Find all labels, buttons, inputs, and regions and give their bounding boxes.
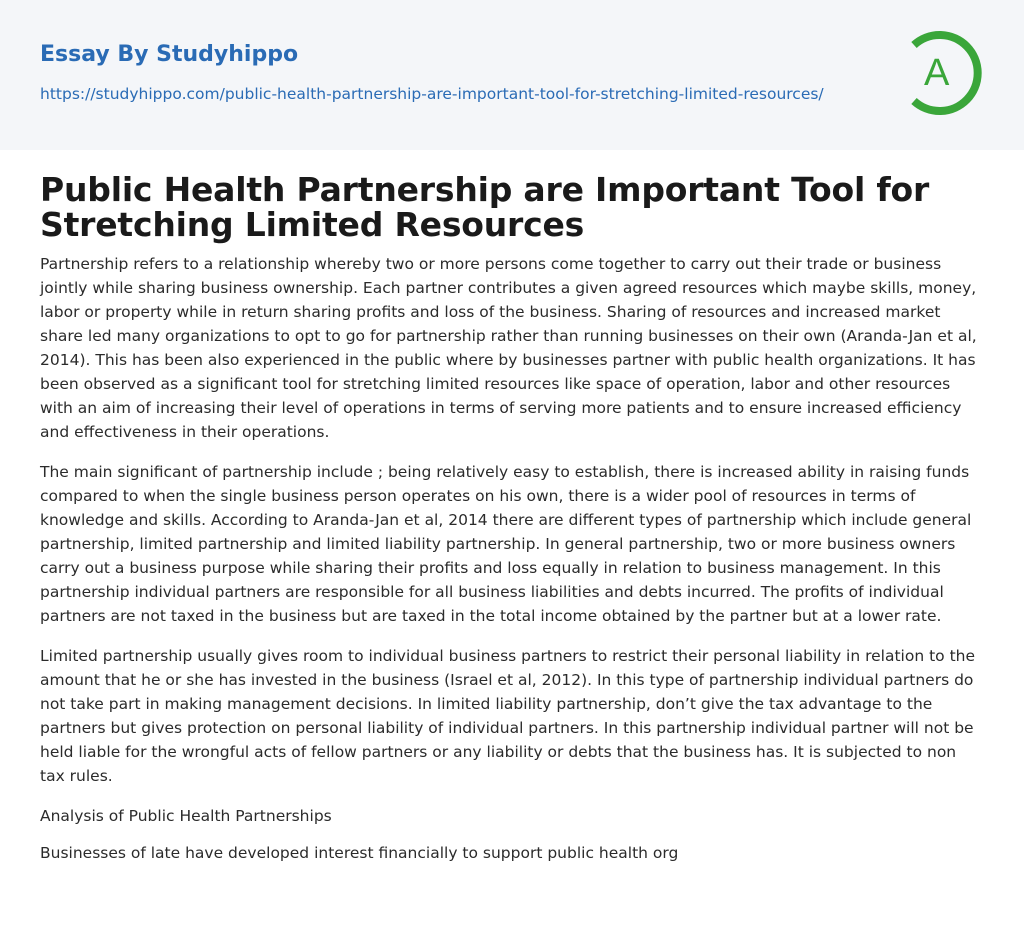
- logo-letter: A: [924, 52, 950, 94]
- article-paragraph: Partnership refers to a relationship whereby two or more persons come together to carry out their trade or business jointly while sharing business ownership. Each partner contributes a given agreed resources which maybe skills, money, labor or property while in return sharing profits and loss of the business. Sharing of resources and increased market share led many organizations to opt to go for partnership rather than running businesses on their own (Aranda-Jan et al, 2014). This has been also experienced in the public where by businesses partner with public health organizations. It has been observed as a significant tool for stretching limited resources like space of operation, labor and other resources with an aim of increasing their level of operations in terms of serving more patients and to ensure increased efficiency and effectiveness in their operations.: [40, 255, 977, 441]
- brand-title[interactable]: Essay By Studyhippo: [40, 42, 299, 67]
- article-title: Public Health Partnership are Important Tool for Stretching Limited Resources: [40, 170, 930, 244]
- page-header: [0, 0, 1024, 150]
- article-paragraph: The main significant of partnership include ; being relatively easy to establish, there is increased ability in raising funds compared to when the single business person operates on his own, there is a wider pool of resources in terms of knowledge and skills. According to Aranda-Jan et al, 2014 there are different types of partnership which include general partnership, limited partnership and limited liability partnership. In general partnership, two or more business owners carry out a business purpose while sharing their profits and loss equally in relation to business management. In this partnership individual partners are responsible for all business liabilities and debts incurred. The profits of individual partners are not taxed in the business but are taxed in the total income obtained by the partner but at a lower rate.: [40, 463, 972, 625]
- section-heading: Analysis of Public Health Partnerships: [40, 807, 332, 825]
- source-url-link[interactable]: https://studyhippo.com/public-health-partnership-are-important-tool-for-stretching-limited-resources/: [40, 85, 824, 103]
- article-main: [0, 150, 1024, 865]
- studyhippo-logo-icon[interactable]: [896, 28, 986, 118]
- article-paragraph: Limited partnership usually gives room to individual business partners to restrict their personal liability in relation to the amount that he or she has invested in the business (Israel et al, 2012). In this type of partnership individual partners do not take part in making management decisions. In limited liability partnership, don’t give the tax advantage to the partners but gives protection on personal liability of individual partners. In this partnership individual partner will not be held liable for the wrongful acts of fellow partners or any liability or debts that the business has. It is subjected to non tax rules.: [40, 647, 976, 785]
- article-paragraph-truncated: Businesses of late have developed interest financially to support public health org: [40, 844, 679, 862]
